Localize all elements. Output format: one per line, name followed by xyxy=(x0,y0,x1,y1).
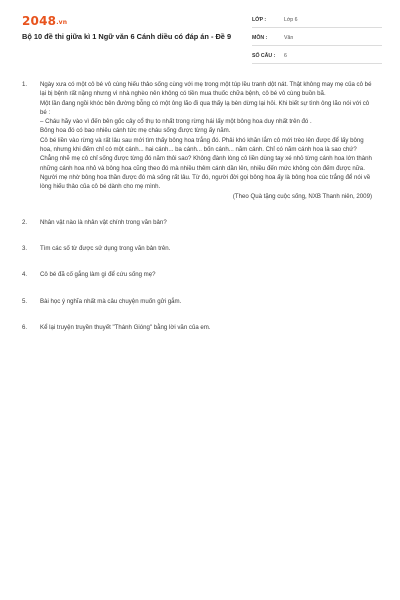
site-logo[interactable] xyxy=(22,14,67,28)
question-text: Kể lại truyện truyền thuyết "Thánh Gióng" bằng lời văn của em. xyxy=(40,324,211,332)
question-2 xyxy=(0,218,400,227)
question-number: 1. xyxy=(22,81,28,88)
meta-row-question-count xyxy=(252,50,382,64)
question-1 xyxy=(0,80,400,201)
meta-value: 6 xyxy=(284,53,287,59)
meta-info xyxy=(252,14,382,64)
passage-paragraph: Một lần đang ngồi khóc bên đường bỗng có một ông lão đi qua thấy lạ bèn dừng lại hỏi. Khi biết sự tình ông lão nói với cô bé : xyxy=(40,99,370,116)
logo-tld: .vn xyxy=(56,19,68,26)
question-text: Bài học ý nghĩa nhất mà câu chuyện muốn gửi gắm. xyxy=(40,297,182,305)
meta-value: Lớp 6 xyxy=(284,17,298,23)
question-number: 5. xyxy=(22,297,28,305)
meta-label: LỚP : xyxy=(252,17,267,23)
question-number: 3. xyxy=(22,245,28,253)
passage-paragraph: Cô bé liền vào rừng và rất lâu sau mới tìm thấy bông hoa trắng đó. Phải khó khăn lắm cô mới trèo lên được để lấy bông hoa, nhưng khi đếm chỉ có một cánh... hai cánh... ba cánh... bốn cánh... năm cánh. Chỉ có năm cánh hoa là sao chứ? Chẳng nhẽ mẹ cô chỉ sống được từng đó năm thôi sao? Không đành lòng cô liền dùng tay xé nhỏ từng cánh hoa lớn thành những cánh hoa nhỏ và bông hoa cũng theo đó mà nhiều thêm cánh dần lên, nhiều đến mức không còn đếm được nữa. Người mẹ nhờ bông hoa thần được đó mà sống rất lâu. Từ đó, người đời gọi bông hoa ấy là bông hoa cúc trắng để nói về lòng hiếu thảo của cô bé dành cho mẹ mình. xyxy=(40,136,372,191)
passage-paragraph: Ngày xưa có một cô bé vô cùng hiếu thảo sống cùng với mẹ trong một túp lều tranh dột nát. Thật không may mẹ của cô bé lại bị bệnh rất nặng nhưng vì nhà nghèo nên không có tiền mua thuốc chữa bệnh, cô bé vô cùng buồn bã. xyxy=(40,81,372,98)
meta-row-class xyxy=(252,14,382,28)
questions-list xyxy=(0,78,400,332)
question-number: 6. xyxy=(22,324,28,332)
question-number: 4. xyxy=(22,271,28,279)
meta-row-subject xyxy=(252,32,382,46)
question-number: 2. xyxy=(22,218,28,226)
question-6 xyxy=(0,323,400,332)
question-4 xyxy=(0,270,400,279)
passage-paragraph: Bông hoa đó có bao nhiêu cánh tức mẹ cháu sống được từng ấy năm. xyxy=(40,127,231,135)
meta-label: SỐ CÂU : xyxy=(252,53,276,59)
question-text: Nhân vật nào là nhân vật chính trong văn bản? xyxy=(40,218,167,226)
question-text: Cô bé đã cố gắng làm gì để cứu sống mẹ? xyxy=(40,271,156,279)
document-title: Bộ 10 đề thi giữa kì 1 Ngữ văn 6 Cánh diều có đáp án - Đề 9 xyxy=(22,32,232,41)
meta-value: Văn xyxy=(284,35,294,41)
passage-paragraph: – Cháu hãy vào vì đến bên gốc cây cổ thụ to nhất trong rừng hái lấy một bông hoa duy nhất trên đó . xyxy=(40,118,312,126)
logo-main: 2048 xyxy=(22,14,57,28)
question-5 xyxy=(0,297,400,306)
passage-source: (Theo Quà tặng cuộc sống, NXB Thanh niên, 2009) xyxy=(232,192,372,200)
question-3 xyxy=(0,244,400,253)
page-header xyxy=(0,0,400,64)
question-text: Tìm các số từ được sử dụng trong văn bản trên. xyxy=(40,245,171,253)
meta-label: MÔN : xyxy=(252,35,268,41)
